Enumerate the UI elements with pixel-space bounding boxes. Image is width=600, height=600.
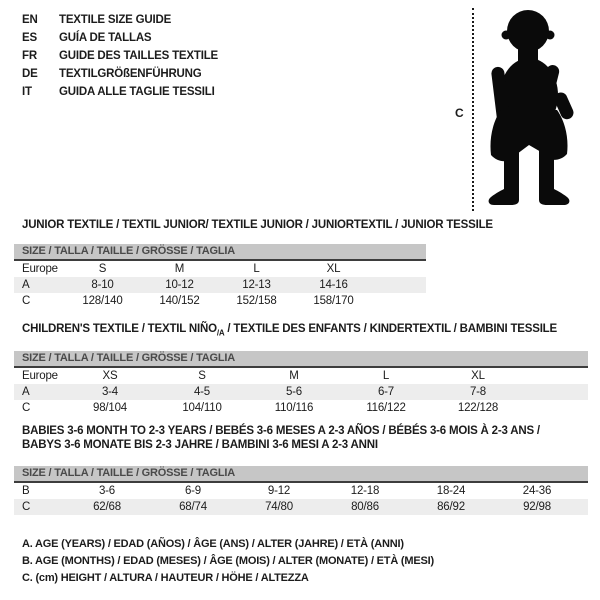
table-row bbox=[14, 384, 588, 400]
language-row bbox=[22, 65, 218, 83]
language-row bbox=[22, 11, 218, 29]
size-cell: 4-5 bbox=[193, 386, 211, 399]
size-cell: 74/80 bbox=[265, 501, 293, 513]
size-cell: 7-8 bbox=[469, 386, 487, 399]
language-label: TEXTILGRÖßENFÜHRUNG bbox=[59, 68, 202, 80]
table-row bbox=[14, 368, 588, 384]
size-cell: 3-6 bbox=[98, 485, 116, 497]
size-cell: 6-7 bbox=[377, 386, 395, 399]
table-body bbox=[14, 261, 426, 309]
row-label: A bbox=[22, 386, 30, 399]
language-list bbox=[22, 11, 218, 101]
measure-label-c: C bbox=[455, 106, 464, 120]
size-cell: 68/74 bbox=[179, 501, 207, 513]
size-header-bar: SIZE / TALLA / TAILLE / GRÖSSE / TAGLIA bbox=[14, 466, 588, 483]
size-cell: S bbox=[198, 370, 206, 383]
size-cell: 3-4 bbox=[101, 386, 119, 399]
language-row bbox=[22, 47, 218, 65]
row-label: Europe bbox=[22, 370, 58, 383]
size-cell: XL bbox=[326, 263, 341, 276]
table-body bbox=[14, 368, 588, 416]
size-cell: 24-36 bbox=[522, 485, 552, 497]
junior-table bbox=[14, 218, 493, 309]
row-label: B bbox=[22, 485, 30, 497]
height-measure-line bbox=[472, 8, 474, 211]
row-label: Europe bbox=[22, 263, 58, 276]
table-row bbox=[14, 499, 588, 515]
table-title: JUNIOR TEXTILE / TEXTIL JUNIOR/ TEXTILE JUNIOR / JUNIORTEXTIL / JUNIOR TESSILE bbox=[22, 219, 493, 231]
size-cell: 116/122 bbox=[366, 402, 406, 415]
language-code: IT bbox=[22, 86, 32, 98]
legend-line-c: C. (cm) HEIGHT / ALTURA / HAUTEUR / HÖHE / ALTEZZA bbox=[22, 572, 309, 584]
language-code: ES bbox=[22, 32, 37, 44]
language-code: DE bbox=[22, 68, 38, 80]
size-cell: 128/140 bbox=[82, 295, 123, 308]
size-cell: L bbox=[382, 370, 390, 383]
size-cell: 92/98 bbox=[523, 501, 551, 513]
babies-table bbox=[14, 424, 588, 515]
size-cell: 9-12 bbox=[267, 485, 291, 497]
language-label: GUIDE DES TAILLES TEXTILE bbox=[59, 50, 218, 62]
row-label: A bbox=[22, 279, 30, 292]
size-cell: 62/68 bbox=[93, 501, 121, 513]
table-row bbox=[14, 277, 426, 293]
row-label: C bbox=[22, 295, 31, 308]
size-cell: 80/86 bbox=[351, 501, 379, 513]
size-cell: S bbox=[98, 263, 107, 276]
size-cell: 10-12 bbox=[165, 279, 194, 292]
size-cell: 152/158 bbox=[236, 295, 277, 308]
legend bbox=[22, 536, 434, 587]
legend-line-b: B. AGE (MONTHS) / EDAD (MESES) / ÂGE (MOIS) / ALTER (MONATE) / ETÀ (MESI) bbox=[22, 555, 434, 567]
row-label: C bbox=[22, 501, 31, 513]
size-cell: 122/128 bbox=[457, 402, 499, 415]
size-cell: M bbox=[289, 370, 299, 383]
size-header-bar: SIZE / TALLA / TAILLE / GRÖSSE / TAGLIA bbox=[14, 244, 426, 261]
language-row bbox=[22, 83, 218, 101]
size-cell: 5-6 bbox=[285, 386, 303, 399]
size-cell: 18-24 bbox=[436, 485, 466, 497]
size-cell: 110/116 bbox=[274, 402, 314, 415]
table-row bbox=[14, 400, 588, 416]
size-cell: L bbox=[253, 263, 260, 276]
size-cell: XL bbox=[471, 370, 485, 383]
size-cell: XS bbox=[102, 370, 118, 383]
size-cell: 140/152 bbox=[159, 295, 200, 308]
table-title: CHILDREN'S TEXTILE / TEXTIL $NIÑO_{/A}$ / TEXTILE DES ENFANTS / KINDERTEXTIL / BAMBINI TESSILE bbox=[22, 323, 557, 338]
language-label: GUIDA ALLE TAGLIE TESSILI bbox=[59, 86, 215, 98]
language-label: GUÍA DE TALLAS bbox=[59, 32, 152, 44]
size-cell: M bbox=[174, 263, 185, 276]
table-title-line1: BABIES 3-6 MONTH TO 2-3 YEARS / BEBÉS 3-6 MESES A 2-3 AÑOS / BÉBÉS 3-6 MOIS À 2-3 ANS / bbox=[22, 425, 540, 437]
language-label: TEXTILE SIZE GUIDE bbox=[59, 14, 172, 26]
toddler-silhouette-icon bbox=[484, 7, 576, 207]
size-cell: 158/170 bbox=[313, 295, 354, 308]
table-row bbox=[14, 483, 588, 499]
size-cell: 104/110 bbox=[182, 402, 222, 415]
table-row bbox=[14, 293, 426, 309]
size-cell: 14-16 bbox=[319, 279, 348, 292]
language-code: FR bbox=[22, 50, 37, 62]
table-row bbox=[14, 261, 426, 277]
size-cell: 12-13 bbox=[242, 279, 271, 292]
size-cell: 98/104 bbox=[93, 402, 127, 415]
table-title-line2: BABYS 3-6 MONATE BIS 2-3 JAHRE / BAMBINI 3-6 MESI A 2-3 ANNI bbox=[22, 439, 378, 451]
size-header-bar: SIZE / TALLA / TAILLE / GRÖSSE / TAGLIA bbox=[14, 351, 588, 368]
size-cell: 6-9 bbox=[184, 485, 202, 497]
size-cell: 86/92 bbox=[437, 501, 465, 513]
table-body bbox=[14, 483, 588, 515]
size-cell: 12-18 bbox=[350, 485, 380, 497]
legend-line-a: A. AGE (YEARS) / EDAD (AÑOS) / ÂGE (ANS) / ALTER (JAHRE) / ETÀ (ANNI) bbox=[22, 538, 404, 550]
language-code: EN bbox=[22, 14, 38, 26]
row-label: C bbox=[22, 402, 31, 415]
size-cell: 8-10 bbox=[91, 279, 114, 292]
children-table bbox=[14, 322, 588, 416]
language-row bbox=[22, 29, 218, 47]
